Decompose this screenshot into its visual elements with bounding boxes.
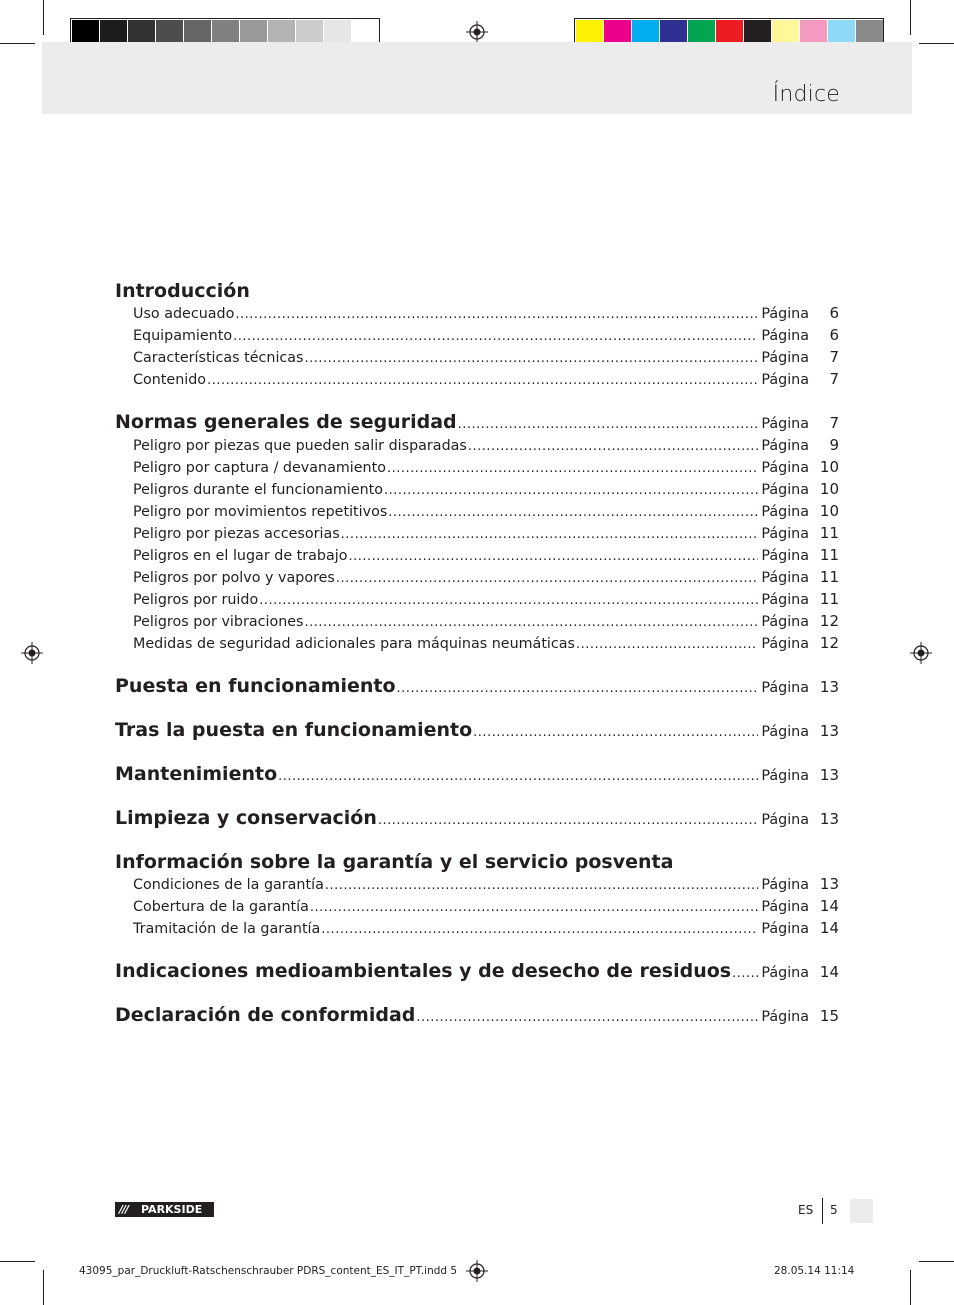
toc-heading-text: Tras la puesta en funcionamiento bbox=[115, 719, 473, 741]
toc-entry-text: Peligros durante el funcionamiento bbox=[133, 482, 383, 498]
crop-mark bbox=[43, 1270, 44, 1305]
page-label: Página bbox=[761, 768, 809, 784]
toc-heading bbox=[115, 807, 839, 832]
page-number: 6 bbox=[829, 304, 839, 322]
toc-entry-text: Tramitación de la garantía bbox=[133, 921, 321, 937]
leader-dots bbox=[388, 505, 758, 520]
page-label: Página bbox=[761, 372, 809, 388]
toc-heading-text: Puesta en funcionamiento bbox=[115, 675, 396, 697]
toc-section bbox=[115, 960, 839, 985]
toc-entry bbox=[115, 590, 839, 612]
leader-dots bbox=[387, 461, 758, 476]
toc-entry-text: Uso adecuado bbox=[133, 306, 235, 322]
page-label: Página bbox=[761, 899, 809, 915]
page-number: 7 bbox=[829, 414, 839, 432]
toc-entry-text: Contenido bbox=[133, 372, 207, 388]
page-number: 11 bbox=[819, 546, 839, 564]
leader-dots bbox=[416, 1010, 758, 1025]
leader-dots bbox=[384, 483, 758, 498]
leader-dots bbox=[397, 681, 759, 696]
toc-entry-text: Peligro por movimientos repetitivos bbox=[133, 504, 388, 520]
toc-heading-text: Declaración de conformidad bbox=[115, 1004, 416, 1026]
crop-mark bbox=[910, 1270, 911, 1305]
toc-entry-text: Peligro por piezas accesorias bbox=[133, 526, 340, 542]
page-number: 13 bbox=[819, 766, 839, 784]
toc-entry bbox=[115, 502, 839, 524]
page-label: Página bbox=[761, 570, 809, 586]
crop-mark bbox=[0, 43, 35, 44]
leader-dots bbox=[259, 593, 758, 608]
page-label: Página bbox=[761, 812, 809, 828]
page-number: 7 bbox=[829, 370, 839, 388]
toc-entry-text: Peligro por captura / devanamiento bbox=[133, 460, 386, 476]
page-number: 13 bbox=[819, 875, 839, 893]
page-title: Índice bbox=[772, 82, 840, 107]
toc-heading-text: Normas generales de seguridad bbox=[115, 411, 457, 433]
toc-entry bbox=[115, 612, 839, 634]
slug-filename: 43095_par_Druckluft-Ratschenschrauber PDRS_content_ES_IT_PT.indd 5 bbox=[79, 1265, 458, 1277]
page-number: 14 bbox=[819, 919, 839, 937]
page-number: 10 bbox=[819, 480, 839, 498]
leader-dots bbox=[458, 417, 759, 432]
toc-entry bbox=[115, 919, 839, 941]
page-label: Página bbox=[761, 1009, 809, 1025]
page-number: 12 bbox=[819, 612, 839, 630]
page-label: Página bbox=[761, 965, 809, 981]
crop-mark bbox=[910, 0, 911, 35]
page-number: 6 bbox=[829, 326, 839, 344]
toc-section bbox=[115, 807, 839, 832]
logo-slashes-icon: /// bbox=[119, 1203, 129, 1216]
page-label: Página bbox=[761, 636, 809, 652]
page-label: Página bbox=[761, 680, 809, 696]
toc-entry bbox=[115, 348, 839, 370]
page-number: 7 bbox=[829, 348, 839, 366]
page-number: 10 bbox=[819, 458, 839, 476]
page-label: Página bbox=[761, 460, 809, 476]
toc-entry bbox=[115, 458, 839, 480]
footer-tab-box bbox=[850, 1199, 873, 1223]
leader-dots bbox=[321, 922, 758, 937]
page-number: 13 bbox=[819, 810, 839, 828]
page-number: 13 bbox=[819, 678, 839, 696]
crop-mark bbox=[919, 43, 954, 44]
page-label: Página bbox=[761, 548, 809, 564]
page-label: Página bbox=[761, 306, 809, 322]
toc-heading-text: Introducción bbox=[115, 280, 250, 302]
page-number: 9 bbox=[829, 436, 839, 454]
slug-date: 28.05.14 11:14 bbox=[774, 1265, 855, 1277]
crop-mark bbox=[0, 1261, 35, 1262]
page-label: Página bbox=[761, 328, 809, 344]
table-of-contents bbox=[115, 280, 839, 1029]
registration-mark-icon bbox=[910, 642, 932, 664]
toc-section bbox=[115, 851, 839, 941]
leader-dots bbox=[233, 329, 758, 344]
toc-section bbox=[115, 719, 839, 744]
toc-entry-text: Características técnicas bbox=[133, 350, 304, 366]
leader-dots bbox=[325, 878, 759, 893]
registration-mark-icon bbox=[466, 1260, 488, 1282]
footer-divider bbox=[822, 1198, 823, 1224]
leader-dots bbox=[278, 769, 758, 784]
leader-dots bbox=[341, 527, 759, 542]
toc-entry bbox=[115, 436, 839, 458]
leader-dots bbox=[468, 439, 759, 454]
toc-heading-text: Indicaciones medioambientales y de desecho de residuos bbox=[115, 960, 732, 982]
toc-heading bbox=[115, 411, 839, 436]
leader-dots bbox=[732, 966, 758, 981]
registration-mark-icon bbox=[21, 642, 43, 664]
page-label: Página bbox=[761, 921, 809, 937]
page-label: Página bbox=[761, 724, 809, 740]
toc-entry-text: Cobertura de la garantía bbox=[133, 899, 309, 915]
toc-entry bbox=[115, 524, 839, 546]
page-number: 11 bbox=[819, 590, 839, 608]
toc-entry bbox=[115, 480, 839, 502]
toc-entry-text: Equipamiento bbox=[133, 328, 233, 344]
leader-dots bbox=[310, 900, 758, 915]
page-label: Página bbox=[761, 614, 809, 630]
footer-page-number: 5 bbox=[830, 1203, 838, 1217]
page-number: 11 bbox=[819, 568, 839, 586]
leader-dots bbox=[336, 571, 758, 586]
toc-heading bbox=[115, 960, 839, 985]
toc-heading-text: Limpieza y conservación bbox=[115, 807, 377, 829]
toc-entry bbox=[115, 634, 839, 656]
leader-dots bbox=[576, 637, 758, 652]
leader-dots bbox=[207, 373, 758, 388]
toc-entry bbox=[115, 875, 839, 897]
page-label: Página bbox=[761, 416, 809, 432]
page-label: Página bbox=[761, 526, 809, 542]
toc-entry bbox=[115, 326, 839, 348]
toc-entry-text: Peligros por ruido bbox=[133, 592, 259, 608]
logo-brand-text: PARKSIDE bbox=[141, 1203, 203, 1216]
toc-entry-text: Peligros por vibraciones bbox=[133, 614, 304, 630]
leader-dots bbox=[305, 615, 759, 630]
page-number: 14 bbox=[819, 897, 839, 915]
page-label: Página bbox=[761, 438, 809, 454]
leader-dots bbox=[348, 549, 758, 564]
leader-dots bbox=[305, 351, 759, 366]
toc-section bbox=[115, 675, 839, 700]
toc-heading bbox=[115, 763, 839, 788]
toc-heading bbox=[115, 851, 839, 875]
leader-dots bbox=[378, 813, 758, 828]
page-label: Página bbox=[761, 482, 809, 498]
page-number: 14 bbox=[819, 963, 839, 981]
toc-heading-text: Mantenimiento bbox=[115, 763, 278, 785]
registration-mark-icon bbox=[466, 21, 488, 43]
page-number: 13 bbox=[819, 722, 839, 740]
page-label: Página bbox=[761, 504, 809, 520]
leader-dots bbox=[473, 725, 758, 740]
toc-entry bbox=[115, 568, 839, 590]
crop-mark bbox=[43, 0, 44, 35]
toc-entry bbox=[115, 546, 839, 568]
toc-entry bbox=[115, 897, 839, 919]
toc-section bbox=[115, 1004, 839, 1029]
footer-language: ES bbox=[798, 1203, 814, 1217]
page-number: 11 bbox=[819, 524, 839, 542]
toc-heading bbox=[115, 719, 839, 744]
toc-entry-text: Peligro por piezas que pueden salir disparadas bbox=[133, 438, 467, 454]
toc-section bbox=[115, 411, 839, 656]
toc-heading bbox=[115, 675, 839, 700]
toc-heading-text: Información sobre la garantía y el servicio posventa bbox=[115, 851, 674, 873]
toc-entry bbox=[115, 370, 839, 392]
toc-heading bbox=[115, 280, 839, 304]
page-number: 15 bbox=[819, 1007, 839, 1025]
page-number: 10 bbox=[819, 502, 839, 520]
page-label: Página bbox=[761, 350, 809, 366]
toc-section bbox=[115, 763, 839, 788]
parkside-logo bbox=[115, 1202, 214, 1217]
leader-dots bbox=[235, 307, 758, 322]
toc-heading bbox=[115, 1004, 839, 1029]
page-label: Página bbox=[761, 877, 809, 893]
toc-entry bbox=[115, 304, 839, 326]
page-number: 12 bbox=[819, 634, 839, 652]
toc-entry-text: Peligros por polvo y vapores bbox=[133, 570, 335, 586]
crop-mark bbox=[919, 1261, 954, 1262]
toc-section bbox=[115, 280, 839, 392]
page-label: Página bbox=[761, 592, 809, 608]
toc-entry-text: Condiciones de la garantía bbox=[133, 877, 324, 893]
toc-entry-text: Medidas de seguridad adicionales para máquinas neumáticas bbox=[133, 636, 575, 652]
toc-entry-text: Peligros en el lugar de trabajo bbox=[133, 548, 348, 564]
